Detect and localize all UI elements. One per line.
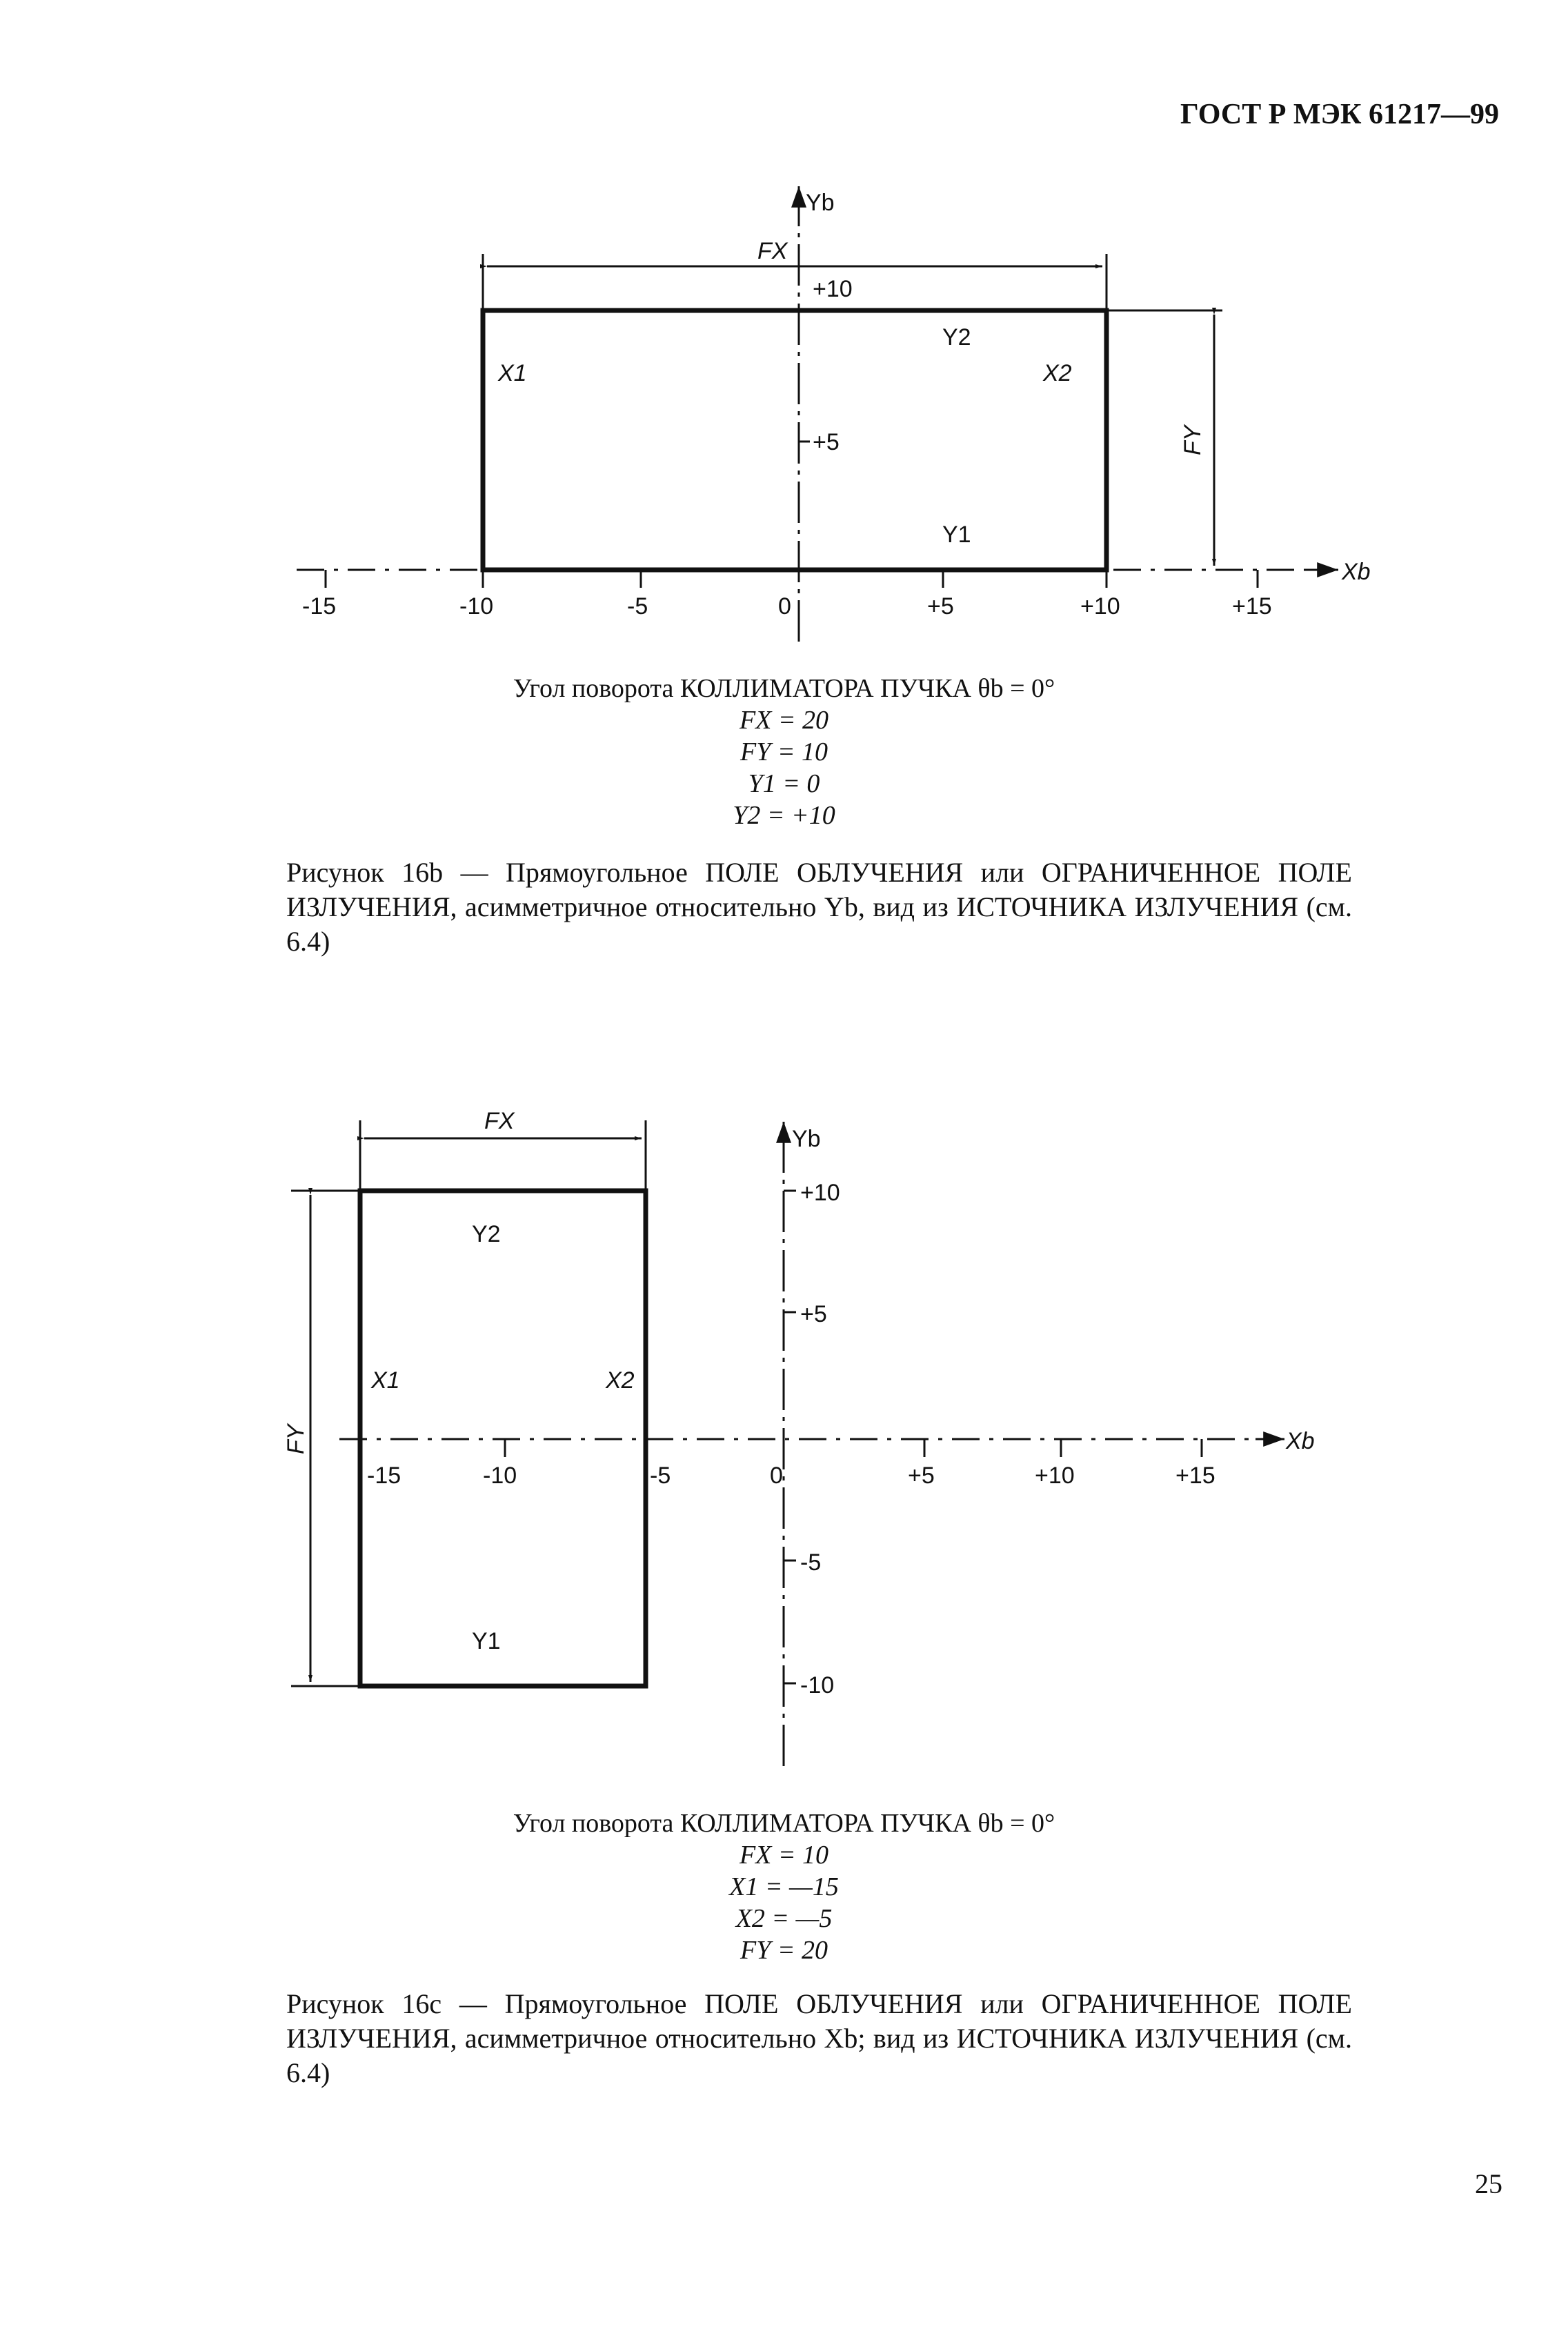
fx-label: FX bbox=[757, 238, 788, 264]
x-tick-label: -5 bbox=[627, 593, 648, 620]
x-tick-label: +10 bbox=[1035, 1463, 1075, 1489]
figure-16b-caption: Рисунок 16b — Прямоугольное ПОЛЕ ОБЛУЧЕНИЯ или ОГРАНИЧЕННОЕ ПОЛЕ ИЗЛУЧЕНИЯ, асимметричное относительно Yb, вид из ИСТОЧНИКА ИЗЛУЧЕНИЯ (см. 6.4) bbox=[286, 857, 1352, 957]
x-tick-label: 0 bbox=[778, 593, 791, 620]
x2-value: X2 = —5 bbox=[735, 1904, 833, 1933]
x-tick-label: +10 bbox=[1080, 593, 1120, 620]
x-tick-label: +5 bbox=[908, 1463, 935, 1489]
x-tick-label: -5 bbox=[650, 1463, 671, 1489]
fx-label: FX bbox=[484, 1108, 515, 1134]
y-ticks bbox=[784, 1191, 796, 1683]
y-tick-label: +10 bbox=[800, 1180, 840, 1206]
x-tick-label: -10 bbox=[459, 593, 494, 620]
x-tick-label: +15 bbox=[1232, 593, 1272, 620]
jaw-y1-label: Y1 bbox=[472, 1628, 501, 1654]
x-tick-label: -15 bbox=[302, 593, 337, 620]
jaw-x2-label: X2 bbox=[1043, 360, 1072, 386]
x1-value: X1 = —15 bbox=[729, 1872, 839, 1901]
x-tick-label: +5 bbox=[927, 593, 954, 620]
standard-header: ГОСТ Р МЭК 61217—99 bbox=[1180, 99, 1499, 130]
y-tick-label: -10 bbox=[800, 1672, 835, 1698]
page-number: 25 bbox=[1475, 2168, 1502, 2199]
x-tick-label: +15 bbox=[1175, 1463, 1215, 1489]
y2-value: Y2 = +10 bbox=[733, 801, 835, 830]
x-axis-label: Xb bbox=[1342, 559, 1371, 585]
x-axis-label: Xb bbox=[1286, 1428, 1315, 1454]
figure-16c-parameters bbox=[0, 1807, 1568, 1966]
x-tick-label: 0 bbox=[770, 1463, 783, 1489]
fx-value: FX = 20 bbox=[739, 706, 829, 735]
fy-label: FY bbox=[283, 1424, 309, 1454]
jaw-y2-label: Y2 bbox=[472, 1221, 501, 1247]
fy-label: FY bbox=[1180, 425, 1206, 455]
y-axis-label: Yb bbox=[792, 1126, 821, 1152]
jaw-y1-label: Y1 bbox=[942, 522, 971, 548]
jaw-x1-label: X1 bbox=[498, 360, 527, 386]
y1-value: Y1 = 0 bbox=[748, 769, 820, 798]
x-tick-label: -10 bbox=[483, 1463, 517, 1489]
rotation-angle-text: Угол поворота КОЛЛИМАТОРА ПУЧКА θb = 0° bbox=[513, 1809, 1055, 1838]
figure-16c-caption: Рисунок 16с — Прямоугольное ПОЛЕ ОБЛУЧЕНИЯ или ОГРАНИЧЕННОЕ ПОЛЕ ИЗЛУЧЕНИЯ, асимметричное относительно Xb; вид из ИСТОЧНИКА ИЗЛУЧЕНИЯ (см. 6.4) bbox=[286, 1988, 1352, 2088]
fx-value: FX = 10 bbox=[739, 1841, 829, 1870]
fy-value: FY = 10 bbox=[740, 737, 828, 766]
y-tick-label: +10 bbox=[813, 276, 853, 302]
jaw-x1-label: X1 bbox=[371, 1367, 400, 1394]
fy-value: FY = 20 bbox=[740, 1936, 828, 1965]
x-ticks bbox=[505, 1439, 1202, 1457]
rotation-angle-text: Угол поворота КОЛЛИМАТОРА ПУЧКА θb = 0° bbox=[513, 674, 1055, 703]
x-tick-label: -15 bbox=[367, 1463, 401, 1489]
y-tick-label: +5 bbox=[800, 1301, 827, 1327]
jaw-y2-label: Y2 bbox=[942, 324, 971, 350]
y-tick-label: -5 bbox=[800, 1549, 822, 1576]
y-axis-label: Yb bbox=[806, 190, 835, 216]
jaw-x2-label: X2 bbox=[606, 1367, 635, 1394]
y-tick-label: +5 bbox=[813, 429, 840, 455]
